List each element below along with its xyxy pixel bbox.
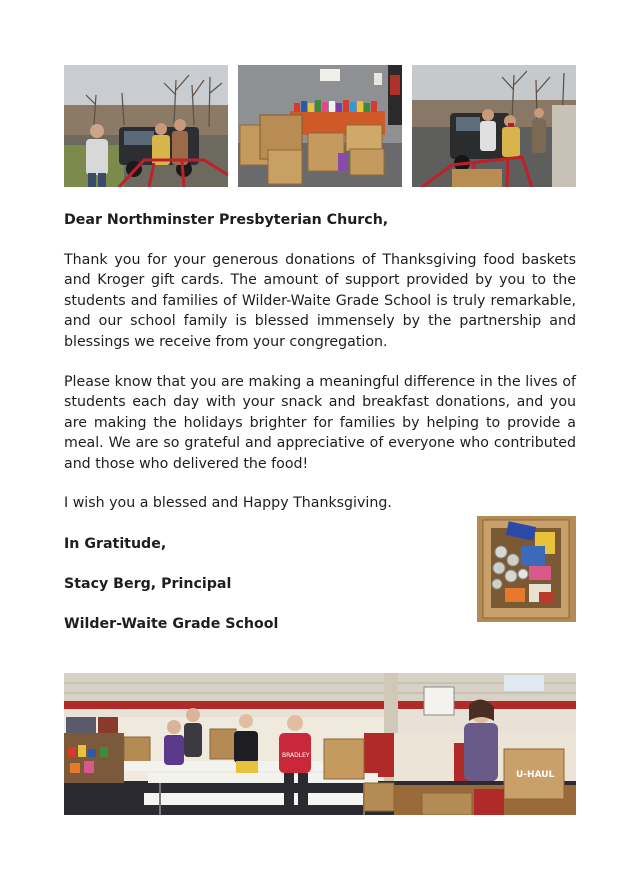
- letter-signer: Stacy Berg, Principal: [64, 576, 232, 592]
- gym-box-label: U-HAUL: [516, 770, 555, 780]
- letter-paragraph-impact: Please know that you are making a meaningful difference in the lives of students each day with your snack and breakfast donations, and you are making the holidays brighter for families by helping to provide a meal. We are so grateful and appreciative of everyone who contributed and those who delivered the food!: [64, 374, 576, 472]
- letter-paragraph-thanks: Thank you for your generous donations of Thanksgiving food baskets and Kroger gift cards. The amount of support provided by you to the students and families of Wilder-Waite Grade School is truly remarkable, and our school family is blessed immensely by the partnership and blessings we receive from your congregation.: [64, 252, 576, 350]
- photo-unloading-truck: [412, 65, 576, 187]
- gym-shirt-label: BRADLEY: [282, 752, 310, 759]
- letter-salutation: Dear Northminster Presbyterian Church,: [64, 212, 389, 228]
- photo-donation-boxes: [238, 65, 402, 187]
- photo-gym-volunteers: [64, 673, 576, 815]
- photo-volunteers-truck: [64, 65, 228, 187]
- photo-food-box: [477, 516, 576, 622]
- letter-closing: In Gratitude,: [64, 536, 167, 552]
- letter-wish: I wish you a blessed and Happy Thanksgiving.: [64, 495, 392, 511]
- letter-school-name: Wilder-Waite Grade School: [64, 616, 279, 632]
